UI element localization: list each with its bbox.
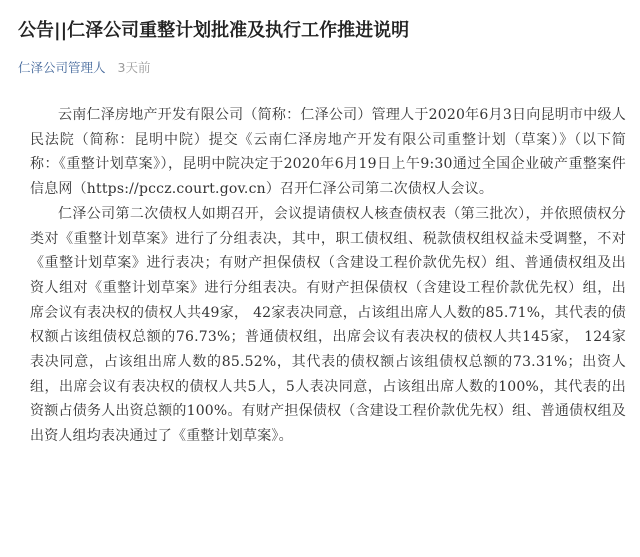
article-title: 公告||仁泽公司重整计划批准及执行工作推进说明 xyxy=(18,20,410,41)
author-link[interactable]: 仁泽公司管理人 xyxy=(18,60,106,75)
article-paragraph-2: 仁泽公司第二次债权人如期召开，会议提请债权人核查债权表（第三批次），并依照债权分类对《重整计划草案》进行了分组表决，其中，职工债权组、税款债权组权益未受调整，不对《重整计划草案》进行表决；有财产担保债权（含建设工程价款优先权）组、普通债权组及出资人组对《重整计划草案》进行分组表决。有财产担保债权（含建设工程价款优先权）组，出席会议有表决权的债权人共49家， 42家表决同意，占该组出席人人数的85.71%，其代表的债权额占该组债权总额的76.73%；普通债权组，出席会议有表决权的债权人共145家， 124家表决同意，占该组出席人数的85.52%，其代表的债权额占该组债权总额的73.31%；出资人组，出席会议有表决权的债权人共5人，5人表决同意，占该组出席人数的100%，其代表的出资额占债务人出资总额的100%。有财产担保债权（含建设工程价款优先权）组、普通债权组及出资人组均表决通过了《重整计划草案》。 xyxy=(30,205,626,445)
publish-time: 3天前 xyxy=(117,60,151,75)
article-meta xyxy=(18,58,150,76)
article-body xyxy=(30,103,626,449)
article-paragraph-1: 云南仁泽房地产开发有限公司（简称：仁泽公司）管理人于2020年6月3日向昆明市中级人民法院（简称：昆明中院）提交《云南仁泽房地产开发有限公司重整计划（草案）》（以下简称：《重整计划草案》），昆明中院决定于2020年6月19日上午9:30通过全国企业破产重整案件信息网（https://pccz.court.gov.cn）召开仁泽公司第二次债权人会议。 xyxy=(30,107,626,198)
